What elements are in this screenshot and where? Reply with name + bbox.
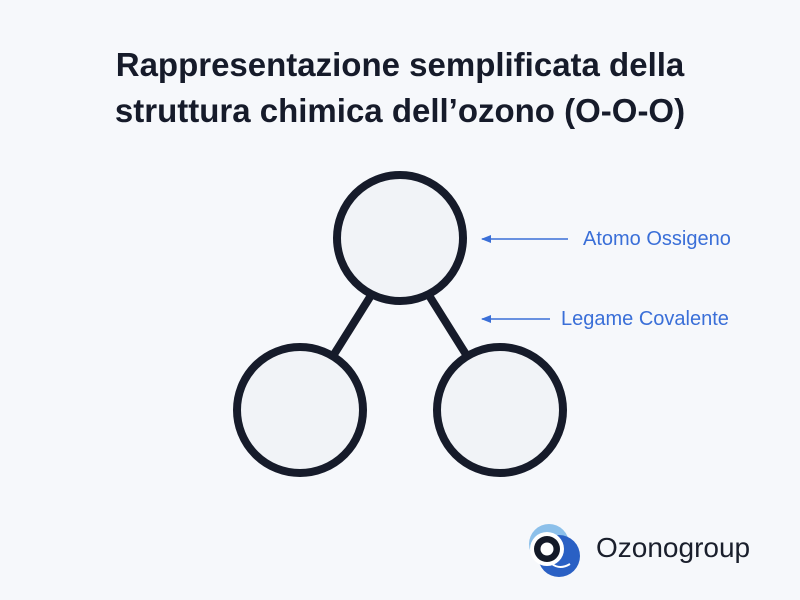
- title-line-2: struttura chimica dell’ozono (O-O-O): [114, 92, 686, 129]
- oxygen-atom-bottom-left: [237, 347, 363, 473]
- oxygen-atom-top: [337, 175, 463, 301]
- oxygen-atom-bottom-right: [437, 347, 563, 473]
- ozonogroup-logo-icon: [522, 520, 584, 580]
- covalent-bond-left: [333, 297, 370, 356]
- covalent-bond-right: [430, 297, 467, 356]
- brand-footer: [522, 520, 750, 580]
- brand-name: Ozonogroup: [596, 532, 751, 563]
- bond-label: Legame Covalente: [561, 308, 729, 330]
- title-line-1: Rappresentazione semplificata della: [115, 46, 685, 83]
- atom-label: Atomo Ossigeno: [583, 228, 731, 250]
